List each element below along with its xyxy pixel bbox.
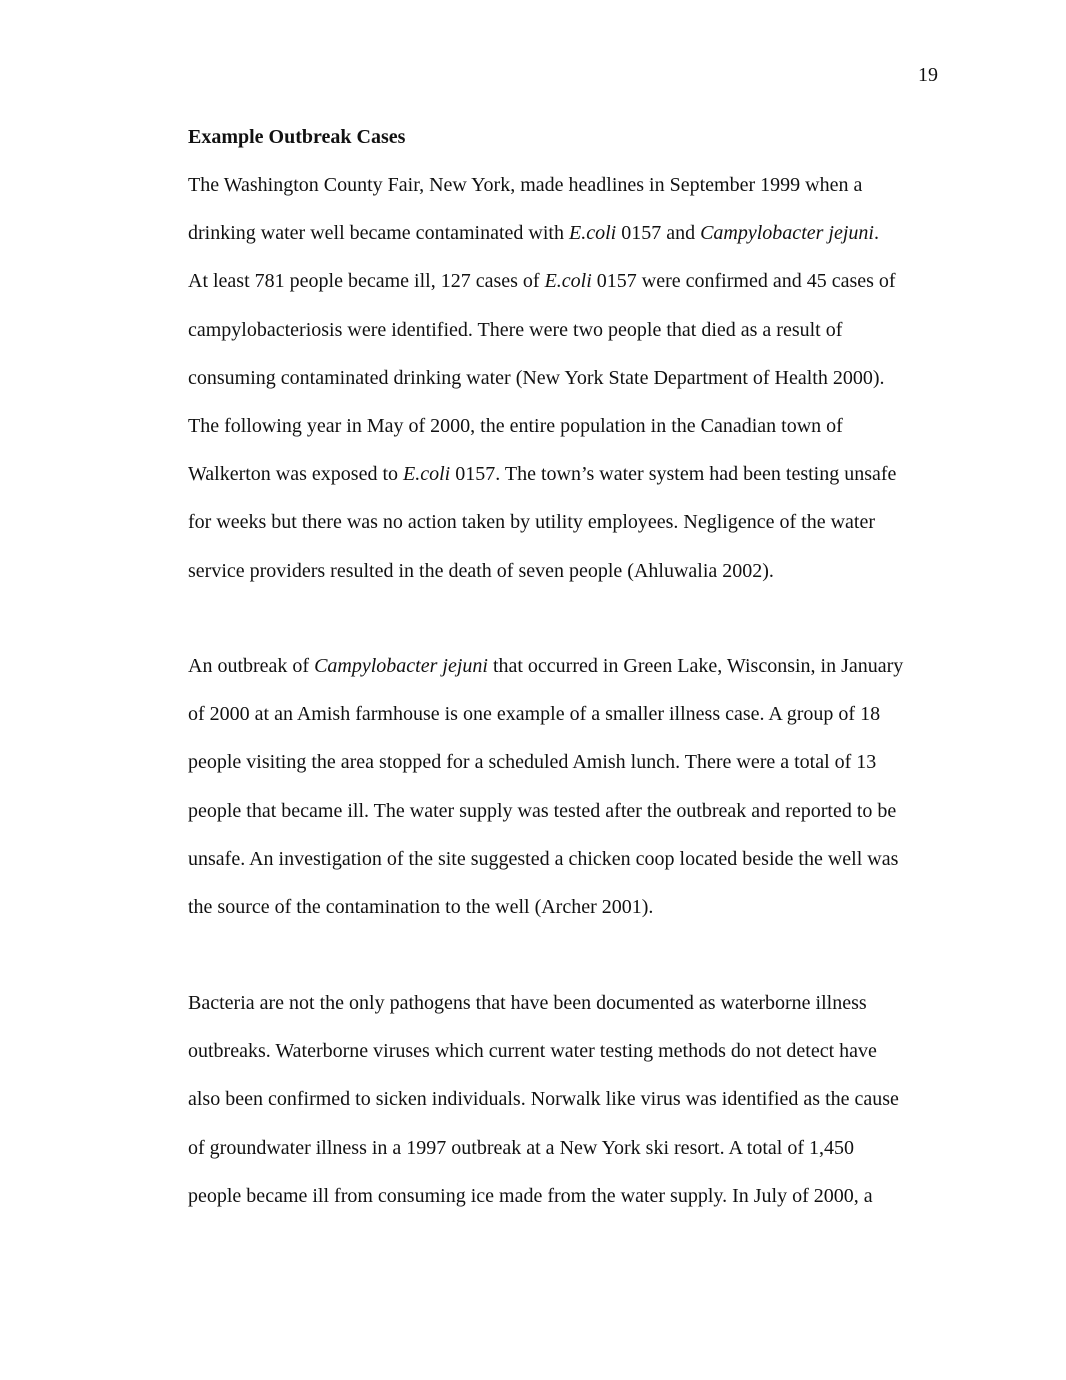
italic-text: E.coli bbox=[568, 222, 617, 245]
text-segment: 0157 were confirmed and 45 cases of bbox=[591, 270, 896, 293]
text-line bbox=[188, 846, 898, 872]
text-line bbox=[188, 1038, 877, 1064]
text-segment: Bacteria are not the only pathogens that have been documented as waterborne illness bbox=[188, 992, 867, 1014]
text-line bbox=[188, 461, 896, 487]
italic-text: Campylobacter jejuni bbox=[314, 655, 488, 677]
text-segment: . bbox=[873, 222, 879, 245]
text-segment: Walkerton was exposed to bbox=[188, 463, 403, 486]
text-line bbox=[188, 990, 867, 1016]
text-line bbox=[188, 1135, 854, 1161]
text-segment: the source of the contamination to the well (Archer 2001). bbox=[188, 896, 654, 918]
text-line bbox=[188, 1086, 899, 1112]
text-segment: people visiting the area stopped for a scheduled Amish lunch. There were a total of 13 bbox=[188, 751, 877, 774]
text-segment: people became ill from consuming ice made from the water supply. In July of 2000, a bbox=[188, 1184, 873, 1207]
text-line bbox=[188, 365, 885, 391]
text-segment: that occurred in Green Lake, Wisconsin, in January bbox=[487, 655, 904, 677]
page-number: 19 bbox=[918, 64, 938, 86]
text-segment: of groundwater illness in a 1997 outbreak at a New York ski resort. A total of 1,450 bbox=[188, 1136, 855, 1159]
italic-text: E.coli bbox=[403, 463, 451, 486]
text-segment: unsafe. An investigation of the site suggested a chicken coop located beside the well was bbox=[188, 847, 899, 870]
italic-text: Campylobacter jejuni bbox=[700, 222, 874, 245]
text-segment: drinking water well became contaminated with bbox=[188, 222, 569, 245]
text-line bbox=[188, 413, 843, 439]
text-segment: campylobacteriosis were identified. There were two people that died as a result of bbox=[188, 318, 843, 341]
text-segment: also been confirmed to sicken individuals. Norwalk like virus was identified as the cause bbox=[188, 1088, 899, 1111]
text-segment: 0157. The town’s water system had been testing unsafe bbox=[450, 463, 897, 486]
text-segment: consuming contaminated drinking water (New York State Department of Health 2000). bbox=[188, 366, 885, 389]
text-line bbox=[188, 509, 875, 535]
text-line bbox=[188, 317, 842, 343]
text-line bbox=[188, 1183, 873, 1209]
text-line bbox=[188, 653, 903, 679]
text-line bbox=[188, 798, 896, 824]
text-segment: outbreaks. Waterborne viruses which current water testing methods do not detect have bbox=[188, 1040, 877, 1063]
text-segment: 0157 and bbox=[616, 222, 701, 245]
text-segment: people that became ill. The water supply was tested after the outbreak and reported to be bbox=[188, 799, 897, 822]
italic-text: E.coli bbox=[544, 270, 592, 293]
text-segment: The following year in May of 2000, the entire population in the Canadian town of bbox=[188, 415, 843, 437]
text-line bbox=[188, 558, 774, 584]
text-line bbox=[188, 172, 862, 198]
text-segment: At least 781 people became ill, 127 cases of bbox=[188, 270, 545, 293]
text-segment: service providers resulted in the death of seven people (Ahluwalia 2002). bbox=[188, 559, 774, 582]
text-line bbox=[188, 220, 879, 246]
text-line bbox=[188, 894, 653, 920]
text-segment: An outbreak of bbox=[188, 655, 315, 677]
text-line bbox=[188, 268, 896, 294]
text-segment: for weeks but there was no action taken by utility employees. Negligence of the water bbox=[188, 511, 875, 534]
text-segment: of 2000 at an Amish farmhouse is one example of a smaller illness case. A group of 18 bbox=[188, 703, 881, 726]
text-segment: The Washington County Fair, New York, made headlines in September 1999 when a bbox=[188, 174, 863, 196]
text-line bbox=[188, 701, 880, 727]
text-line bbox=[188, 749, 876, 775]
section-heading: Example Outbreak Cases bbox=[188, 126, 406, 148]
